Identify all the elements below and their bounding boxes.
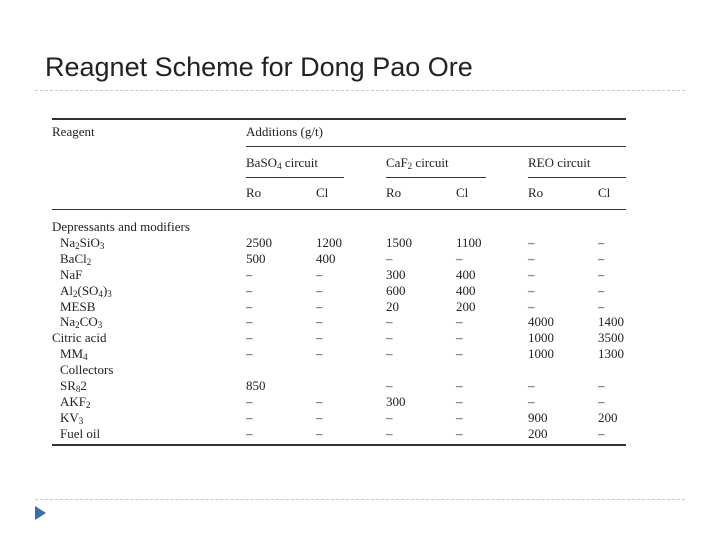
table-cell: – <box>456 250 463 266</box>
table-top-rule <box>52 118 626 120</box>
table-cell: – <box>246 425 253 441</box>
circuit-header-baso4: BaSO$_4$ circuit <box>246 155 319 171</box>
additions-rule <box>246 146 626 147</box>
subheader-cl: Cl <box>598 185 611 200</box>
table-cell: 1100 <box>456 234 482 250</box>
row-label: $MM_4$ <box>60 346 88 363</box>
table-cell: – <box>316 282 323 298</box>
table-cell: – <box>316 266 323 282</box>
table-cell: – <box>456 425 463 441</box>
circuit-rule-baso4 <box>246 177 344 178</box>
table-cell: 2500 <box>246 234 272 250</box>
table-cell: 300 <box>386 393 406 409</box>
table-cell: – <box>528 250 535 266</box>
row-label: $Na_2SiO_3$ <box>60 234 105 251</box>
table-cell: – <box>598 378 605 393</box>
subheader-cl: Cl <box>316 185 329 200</box>
table-cell: – <box>456 330 463 346</box>
reagent-header: Reagent <box>52 124 95 139</box>
table-cell: – <box>528 234 535 250</box>
table-cell: – <box>456 314 463 330</box>
table-cell: – <box>246 409 253 425</box>
table-cell: 1000 <box>528 330 554 346</box>
title-divider <box>35 90 685 91</box>
table-cell: – <box>598 282 605 298</box>
table-cell: – <box>386 346 393 362</box>
row-label: $Al_2(SO_4)_3$ <box>60 282 112 299</box>
row-label: $SR_82$ <box>60 378 87 394</box>
table-cell: – <box>246 393 253 409</box>
table-cell: – <box>386 330 393 346</box>
table-cell: – <box>598 298 605 314</box>
table-cell: – <box>316 393 323 409</box>
circuit-header-reo: REO circuit <box>528 155 591 170</box>
row-label: Fuel oil <box>60 425 101 441</box>
subheader-cl: Cl <box>456 185 469 200</box>
table-cell: – <box>598 425 605 441</box>
table-cell: – <box>316 346 323 362</box>
table-cell: 850 <box>246 378 266 393</box>
table-cell: 600 <box>386 282 406 298</box>
table-cell: 400 <box>316 250 336 266</box>
bullet-arrow-icon <box>35 506 46 520</box>
table-cell: – <box>316 425 323 441</box>
table-cell: 500 <box>246 250 266 266</box>
table-cell: 1200 <box>316 234 342 250</box>
row-label: $KV_3$ <box>60 409 84 426</box>
table-cell: 1400 <box>598 314 624 330</box>
subheader-ro: Ro <box>528 185 544 200</box>
table-cell: 200 <box>528 425 548 441</box>
table-cell: 1500 <box>386 234 412 250</box>
table-cell: – <box>246 346 253 362</box>
table-cell: – <box>386 409 393 425</box>
table-cell: 200 <box>456 298 476 314</box>
table-cell: – <box>386 250 393 266</box>
row-label: Depressants and modifiers <box>52 219 190 234</box>
table-cell: – <box>528 298 535 314</box>
table-cell: – <box>598 266 605 282</box>
footer-divider <box>35 499 685 500</box>
table-cell: 20 <box>386 298 399 314</box>
table-cell: – <box>246 282 253 298</box>
table-cell: – <box>246 266 253 282</box>
table-cell: – <box>316 314 323 330</box>
table-cell: – <box>316 330 323 346</box>
header-bottom-rule <box>52 209 626 210</box>
table-cell: – <box>386 425 393 441</box>
table-cell: – <box>316 409 323 425</box>
subheader-ro: Ro <box>246 185 262 200</box>
table-cell: – <box>528 378 535 393</box>
table-cell: – <box>598 250 605 266</box>
table-cell: – <box>456 378 463 393</box>
table-cell: – <box>598 234 605 250</box>
row-label: MESB <box>60 298 96 314</box>
table-cell: 900 <box>528 409 548 425</box>
slide-title: Reagnet Scheme for Dong Pao Ore <box>45 52 473 82</box>
table-cell: 400 <box>456 282 476 298</box>
circuit-header-caf2: CaF$_2$ circuit <box>386 155 449 171</box>
table-cell: – <box>598 393 605 409</box>
row-label: BaCl$_2$ <box>60 250 92 267</box>
table-cell: 3500 <box>598 330 624 346</box>
table-cell: 1000 <box>528 346 554 362</box>
table-cell: – <box>246 330 253 346</box>
table-cell: – <box>246 298 253 314</box>
table-cell: 1300 <box>598 346 624 362</box>
table-cell: – <box>316 298 323 314</box>
table-cell: 200 <box>598 409 618 425</box>
table-cell: – <box>246 314 253 330</box>
table-cell: – <box>456 393 463 409</box>
row-label: Collectors <box>60 362 114 378</box>
circuit-rule-caf2 <box>386 177 486 178</box>
table-bottom-rule <box>52 444 626 446</box>
table-cell: – <box>386 378 393 393</box>
table-cell: 300 <box>386 266 406 282</box>
row-label: NaF <box>60 266 83 282</box>
table-cell: – <box>456 409 463 425</box>
circuit-rule-reo <box>528 177 626 178</box>
table-cell: – <box>528 393 535 409</box>
row-label: $Na_2CO_3$ <box>60 314 103 331</box>
table-cell: 400 <box>456 266 476 282</box>
table-cell: – <box>456 346 463 362</box>
subheader-ro: Ro <box>386 185 402 200</box>
row-label: Citric acid <box>52 330 107 346</box>
table-cell: 4000 <box>528 314 554 330</box>
table-cell: – <box>528 282 535 298</box>
additions-header: Additions (g/t) <box>246 124 323 139</box>
table-cell: – <box>386 314 393 330</box>
row-label: $AKF_2$ <box>60 393 91 410</box>
table-cell: – <box>528 266 535 282</box>
